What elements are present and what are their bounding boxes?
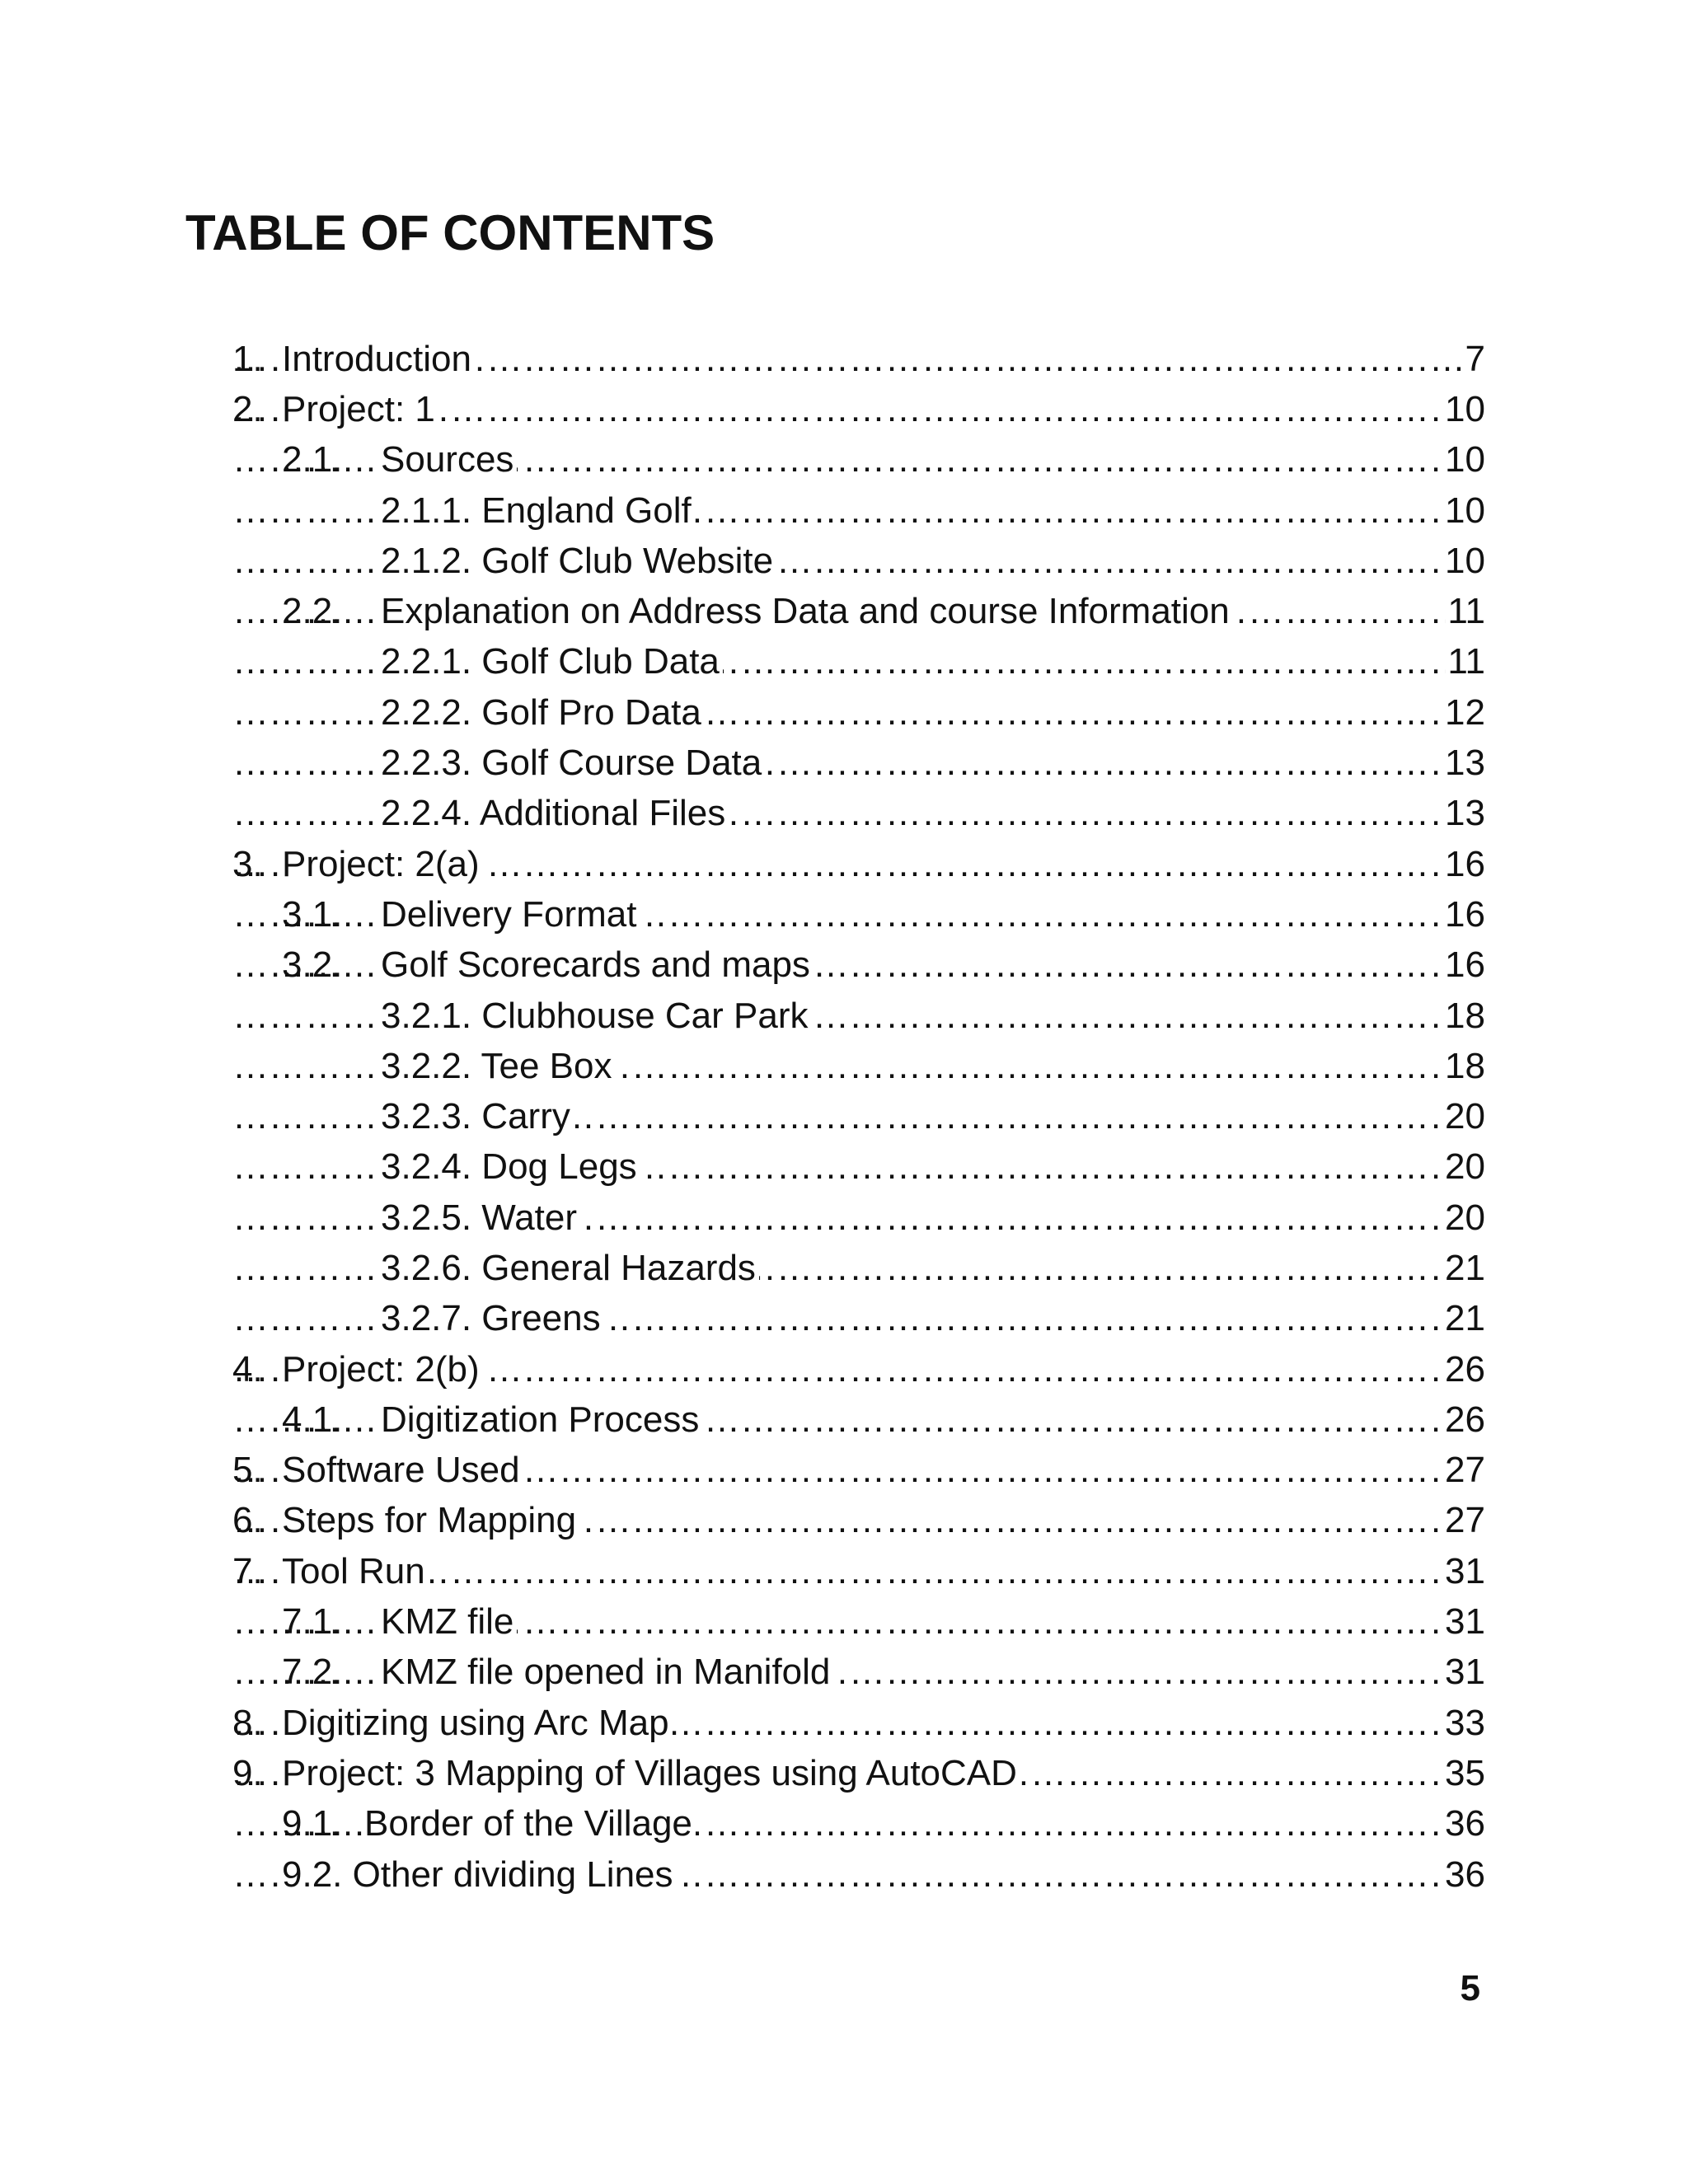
toc-entry-label: Project: 3 Mapping of Villages using AutoCAD [282, 1753, 1020, 1794]
toc-entry [232, 1344, 1485, 1394]
page-title: TABLE OF CONTENTS [185, 205, 715, 260]
toc-entry-page: 20 [1445, 1146, 1485, 1188]
toc-entry [232, 1849, 1485, 1900]
toc-entry-label: 2.2.3. Golf Course Data [381, 743, 765, 784]
toc-entry [232, 1748, 1485, 1798]
toc-list [232, 334, 1485, 1900]
toc-entry-label: 2.2.2. Golf Pro Data [381, 692, 705, 733]
toc-entry [232, 1091, 1485, 1141]
toc-entry-page: 10 [1445, 388, 1485, 429]
toc-entry-number: 7. [232, 1550, 263, 1591]
toc-entry [232, 738, 1485, 788]
toc-entry-number: 4.1. [282, 1399, 343, 1440]
toc-entry-number: 1. [232, 338, 263, 379]
toc-entry-page: 10 [1445, 490, 1485, 531]
toc-entry-number: 2.1. [282, 439, 343, 480]
toc-entry-label: 3.2.4. Dog Legs [381, 1146, 640, 1188]
toc-entry [232, 384, 1485, 434]
toc-entry [232, 485, 1485, 536]
toc-entry [232, 1496, 1485, 1546]
toc-entry-number: 6. [232, 1500, 263, 1541]
toc-entry-page: 36 [1445, 1854, 1485, 1895]
toc-entry-label: Project: 2(b) [282, 1349, 483, 1390]
toc-entry-label: 3.2.2. Tee Box [381, 1046, 616, 1087]
toc-entry-page: 13 [1445, 743, 1485, 784]
toc-entry-number: 7.2. [282, 1652, 343, 1693]
toc-entry [232, 1142, 1485, 1193]
toc-entry-label: Digitizing using Arc Map [282, 1703, 673, 1744]
toc-entry [232, 1698, 1485, 1748]
toc-entry [232, 889, 1485, 940]
toc-entry-page: 16 [1445, 893, 1485, 935]
toc-entry [232, 637, 1485, 687]
page-number: 5 [1460, 1968, 1480, 2008]
toc-entry-number: 9. [232, 1752, 263, 1793]
toc-entry-label: Sources [381, 439, 517, 480]
toc-entry-label: 3.2.6. General Hazards [381, 1248, 759, 1289]
toc-entry-label: 3.2.7. Greens [381, 1298, 604, 1339]
toc-entry-page: 21 [1445, 1247, 1485, 1288]
toc-entry-page: 18 [1445, 995, 1485, 1036]
toc-entry [232, 839, 1485, 889]
toc-entry-label: Delivery Format [381, 894, 640, 935]
toc-entry [232, 1596, 1485, 1647]
toc-entry [232, 1647, 1485, 1698]
toc-entry-label: 2.1.2. Golf Club Website [381, 541, 776, 582]
toc-entry-number: 3.1. [282, 893, 343, 935]
toc-entry-page: 21 [1445, 1298, 1485, 1339]
toc-entry-label: 3.2.3. Carry [381, 1096, 574, 1137]
toc-entry-label: Tool Run [282, 1551, 429, 1592]
toc-entry-page: 36 [1445, 1803, 1485, 1844]
toc-entry [232, 687, 1485, 738]
toc-entry-page: 11 [1447, 641, 1485, 682]
toc-entry-label: Golf Scorecards and maps [381, 944, 814, 986]
toc-entry-page: 12 [1445, 691, 1485, 733]
toc-entry-page: 26 [1445, 1399, 1485, 1440]
toc-entry [232, 1041, 1485, 1091]
toc-entry-label: Project: 1 [282, 389, 438, 430]
toc-entry-page: 26 [1445, 1348, 1485, 1390]
toc-entry-page: 27 [1445, 1450, 1485, 1491]
toc-entry [232, 435, 1485, 485]
toc-entry [232, 1546, 1485, 1596]
toc-entry-page: 10 [1445, 439, 1485, 480]
toc-entry-label: 9.2. Other dividing Lines [282, 1854, 677, 1896]
toc-entry [232, 586, 1485, 636]
toc-entry-number: 8. [232, 1702, 263, 1743]
toc-entry [232, 940, 1485, 991]
toc-entry-label: 2.2.4. Additional Files [381, 793, 729, 834]
toc-entry-page: 11 [1447, 591, 1485, 632]
toc-entry [232, 1446, 1485, 1496]
toc-entry-number: 2.2. [282, 591, 343, 632]
toc-entry [232, 1193, 1485, 1243]
toc-entry-page: 16 [1445, 843, 1485, 884]
toc-entry [232, 334, 1485, 384]
toc-entry-label: Border of the Village [364, 1803, 696, 1844]
toc-entry-page: 31 [1445, 1601, 1485, 1643]
toc-entry-label: Explanation on Address Data and course Information [381, 591, 1233, 632]
toc-entry-label: 2.1.1. England Golf [381, 490, 695, 532]
toc-entry-label: KMZ file [381, 1601, 517, 1643]
toc-entry-page: 31 [1445, 1550, 1485, 1591]
toc-entry-label: 3.2.5. Water [381, 1197, 580, 1239]
toc-entry-label: 3.2.1. Clubhouse Car Park [381, 996, 812, 1037]
toc-entry-page: 18 [1445, 1045, 1485, 1086]
toc-entry [232, 1294, 1485, 1344]
toc-entry-number: 5. [232, 1450, 263, 1491]
toc-entry [232, 1243, 1485, 1293]
toc-entry-page: 35 [1445, 1752, 1485, 1793]
toc-entry-label: Introduction [282, 339, 475, 380]
toc-entry [232, 536, 1485, 586]
toc-entry-number: 4. [232, 1348, 263, 1390]
toc-entry-number: 2. [232, 388, 263, 429]
toc-entry-label: Digitization Process [381, 1399, 702, 1441]
toc-entry-page: 31 [1445, 1652, 1485, 1693]
toc-entry-page: 16 [1445, 944, 1485, 986]
toc-entry-number: 9.1. [282, 1803, 343, 1844]
toc-entry [232, 1394, 1485, 1445]
toc-entry-label: 2.2.1. Golf Club Data [381, 641, 723, 682]
toc-entry-page: 27 [1445, 1500, 1485, 1541]
toc-entry-label: KMZ file opened in Manifold [381, 1652, 833, 1693]
toc-entry-page: 10 [1445, 540, 1485, 581]
toc-entry-page: 7 [1465, 338, 1485, 379]
toc-entry-label: Steps for Mapping [282, 1500, 579, 1541]
toc-entry-number: 3.2. [282, 944, 343, 986]
toc-entry [232, 789, 1485, 839]
toc-entry-page: 33 [1445, 1702, 1485, 1743]
toc-entry-page: 20 [1445, 1096, 1485, 1137]
toc-entry [232, 991, 1485, 1041]
toc-entry-label: Project: 2(a) [282, 844, 483, 885]
toc-entry-label: Software Used [282, 1450, 523, 1491]
toc-entry-number: 7.1. [282, 1601, 343, 1643]
toc-entry-page: 20 [1445, 1197, 1485, 1238]
toc-entry-number: 3. [232, 843, 263, 884]
toc-entry [232, 1799, 1485, 1849]
toc-entry-page: 13 [1445, 793, 1485, 834]
